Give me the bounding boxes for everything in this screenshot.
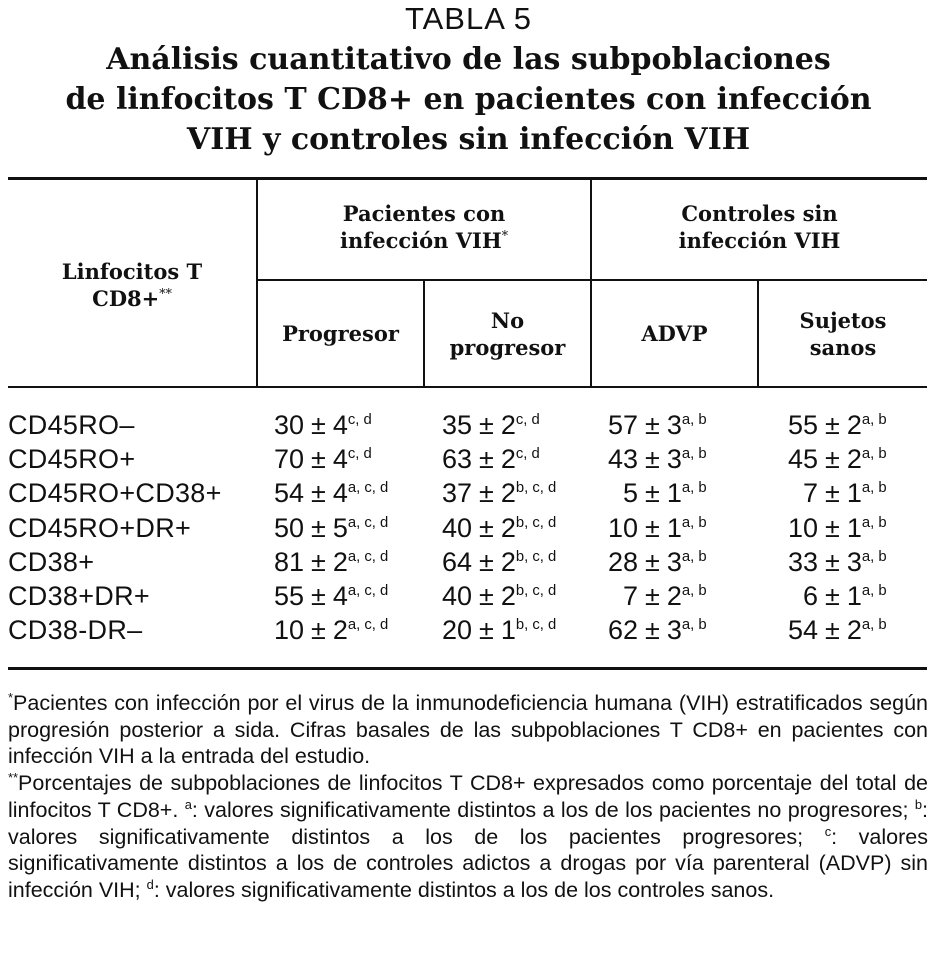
- plus-minus-sign: ±: [825, 512, 840, 543]
- double-star-mark: **: [159, 286, 172, 301]
- plus-minus-sign: ±: [825, 410, 840, 440]
- table-cell: [272, 511, 388, 545]
- cell-mean: 5: [622, 478, 638, 509]
- table-cell: [786, 442, 887, 476]
- row-header: [8, 258, 256, 312]
- table-cell: [606, 579, 707, 613]
- cell-significance: a, b: [861, 412, 887, 428]
- cell-significance: a, b: [681, 548, 707, 565]
- footnote-mark: **: [8, 769, 19, 785]
- plus-minus-sign: ±: [311, 615, 326, 646]
- plus-minus-sign: ±: [479, 410, 494, 440]
- cell-sd: 1: [846, 581, 862, 611]
- plus-minus-sign: ±: [645, 615, 660, 646]
- table-cell: [440, 476, 556, 510]
- table-cell: [440, 511, 556, 545]
- column-header-line: progresor: [449, 335, 566, 360]
- cell-significance: a, b: [861, 446, 887, 463]
- group-header-rule: [258, 279, 927, 281]
- plus-minus-sign: ±: [311, 581, 326, 611]
- footnote-text: Porcentajes de subpoblaciones de linfocitos T CD8+ expresados como porcentaje del total de linfocitos T CD8+.: [8, 771, 928, 822]
- plus-minus-sign: ±: [825, 581, 840, 611]
- row-header-line: Linfocitos T: [61, 259, 203, 284]
- cell-sd: 2: [500, 478, 516, 509]
- cell-sd: 1: [666, 512, 682, 543]
- group-header-line: [258, 227, 590, 254]
- cell-sd: 3: [666, 410, 682, 440]
- column-header-no-progresor: [425, 307, 590, 361]
- column-header-advp: [592, 320, 757, 347]
- footnote-text: : valores significativamente distintos a los de los pacientes progresores;: [8, 797, 928, 849]
- cell-significance: b, c, d: [515, 548, 557, 565]
- cell-mean: 64: [441, 546, 472, 577]
- cell-mean: 81: [273, 546, 304, 577]
- cell-mean: 70: [273, 444, 304, 475]
- plus-minus-sign: ±: [825, 546, 840, 577]
- column-header-progresor: [258, 320, 423, 347]
- table-cell: [786, 511, 887, 545]
- cell-sd: 2: [666, 581, 682, 611]
- group-header-line2: infección VIH: [339, 228, 502, 253]
- cell-mean: 10: [273, 615, 304, 646]
- table-cell: [440, 545, 556, 579]
- column-header-line: Progresor: [282, 321, 399, 346]
- cell-significance: b, c, d: [515, 514, 557, 531]
- cell-mean: 7: [802, 478, 818, 509]
- table-cell: [606, 545, 707, 579]
- table-bottom-rule: [8, 667, 927, 670]
- row-label: CD38+: [8, 546, 95, 577]
- cell-sd: 4: [332, 478, 348, 509]
- cell-mean: 55: [273, 581, 304, 611]
- cell-significance: a, c, d: [347, 617, 389, 634]
- cell-mean: 63: [441, 444, 472, 475]
- row-header-line: [8, 285, 256, 312]
- cell-sd: 2: [332, 615, 348, 646]
- cell-sd: 4: [332, 581, 348, 611]
- table-cell: [440, 442, 540, 476]
- cell-mean: 55: [787, 410, 818, 440]
- plus-minus-sign: ±: [479, 444, 494, 475]
- table-cell: [272, 613, 388, 647]
- cell-mean: 37: [441, 478, 472, 509]
- plus-minus-sign: ±: [645, 444, 660, 475]
- group-header-controls: [592, 200, 927, 254]
- row-label: CD45RO–: [8, 410, 135, 440]
- title-line: VIH y controles sin infección VIH: [186, 122, 751, 157]
- cell-significance: c, d: [515, 412, 540, 428]
- footnote-star: [8, 690, 928, 770]
- cell-significance: a, b: [681, 480, 707, 497]
- table-cell: [786, 476, 887, 510]
- plus-minus-sign: ±: [479, 581, 494, 611]
- cell-sd: 3: [846, 546, 862, 577]
- footnote-text: : valores significativamente distintos a los de controles adictos a drogas por vía parenteral (ADVP) sin infección VIH;: [8, 824, 928, 902]
- plus-minus-sign: ±: [311, 478, 326, 509]
- footnote-text: : valores significativamente distintos a los de los pacientes no progresores;: [191, 797, 909, 822]
- cell-mean: 40: [441, 581, 472, 611]
- footnote-text: : valores significativamente distintos a los de los controles sanos.: [153, 877, 775, 902]
- cell-significance: b, c, d: [515, 617, 557, 634]
- group-header-line: Controles sin: [681, 201, 838, 226]
- plus-minus-sign: ±: [311, 410, 326, 440]
- cell-mean: 43: [607, 444, 638, 475]
- footnote-mark: d: [146, 876, 154, 892]
- cell-significance: c, d: [347, 446, 372, 463]
- plus-minus-sign: ±: [645, 581, 660, 611]
- cell-mean: 40: [441, 512, 472, 543]
- cell-sd: 2: [500, 546, 516, 577]
- cell-mean: 50: [273, 512, 304, 543]
- cell-sd: 1: [500, 615, 516, 646]
- cell-mean: 54: [273, 478, 304, 509]
- table-cell: [272, 545, 388, 579]
- group-header-line: Pacientes con: [342, 201, 506, 226]
- table-cell: [606, 442, 707, 476]
- cell-sd: 2: [846, 410, 862, 440]
- cell-significance: a, b: [681, 617, 707, 634]
- table-footnotes: [8, 690, 928, 904]
- cell-sd: 2: [500, 581, 516, 611]
- table-cell: [786, 613, 887, 647]
- row-label: CD38-DR–: [8, 615, 143, 646]
- table-cell: [606, 476, 707, 510]
- cell-significance: a, b: [861, 548, 887, 565]
- cell-significance: a, b: [681, 583, 707, 599]
- row-label: CD45RO+: [8, 444, 136, 475]
- column-header-line: sanos: [809, 335, 877, 360]
- cell-mean: 28: [607, 546, 638, 577]
- footnote-text: Pacientes con infección por el virus de la inmunodeficiencia humana (VIH) estratificados según progresión posterior a sida. Cifras basales de las subpoblaciones T CD8+ en pacientes con infección VIH a la entrada del estudio.: [8, 691, 928, 769]
- cell-sd: 4: [332, 444, 348, 475]
- cell-mean: 35: [441, 410, 472, 440]
- cell-sd: 1: [666, 478, 682, 509]
- column-header-sujetos-sanos: [759, 307, 927, 361]
- footnote-mark: *: [8, 689, 14, 705]
- cell-sd: 2: [500, 444, 516, 475]
- footnote-mark: b: [914, 796, 923, 812]
- table-title: [0, 40, 937, 160]
- title-line: Análisis cuantitativo de las subpoblaciones: [106, 42, 831, 77]
- column-header-line: Sujetos: [799, 308, 887, 333]
- cell-significance: a, b: [681, 446, 707, 463]
- row-header-line2: CD8+: [92, 286, 160, 311]
- cell-mean: 30: [273, 410, 304, 440]
- table-top-rule: [8, 177, 927, 180]
- plus-minus-sign: ±: [825, 478, 840, 509]
- plus-minus-sign: ±: [645, 546, 660, 577]
- plus-minus-sign: ±: [645, 512, 660, 543]
- group-header-line: infección VIH: [678, 228, 841, 253]
- plus-minus-sign: ±: [645, 478, 660, 509]
- table-cell: [272, 442, 372, 476]
- cell-mean: 57: [607, 410, 638, 440]
- cell-sd: 2: [500, 410, 516, 440]
- column-header-line: ADVP: [641, 321, 708, 346]
- plus-minus-sign: ±: [479, 478, 494, 509]
- table-cell: [786, 408, 887, 442]
- cell-mean: 62: [607, 615, 638, 646]
- plus-minus-sign: ±: [479, 615, 494, 646]
- cell-significance: a, b: [861, 617, 887, 634]
- plus-minus-sign: ±: [311, 512, 326, 543]
- cell-significance: a, b: [861, 480, 887, 497]
- cell-significance: b, c, d: [515, 480, 557, 497]
- table-number: TABLA 5: [404, 1, 533, 36]
- cell-sd: 1: [846, 512, 862, 543]
- cell-significance: a, c, d: [347, 480, 389, 497]
- cell-sd: 2: [846, 444, 862, 475]
- cell-sd: 1: [846, 478, 862, 509]
- footnote-double-star: [8, 770, 928, 904]
- cell-mean: 10: [787, 512, 818, 543]
- cell-significance: a, b: [681, 514, 707, 531]
- table-cell: [606, 408, 707, 442]
- header-bottom-rule: [8, 386, 927, 388]
- cell-mean: 10: [607, 512, 638, 543]
- cell-sd: 3: [666, 615, 682, 646]
- table-cell: [606, 613, 707, 647]
- table-cell: [440, 613, 556, 647]
- cell-sd: 3: [666, 546, 682, 577]
- cell-mean: 20: [441, 615, 472, 646]
- cell-significance: b, c, d: [515, 583, 557, 599]
- cell-significance: c, d: [515, 446, 540, 463]
- group-header-patients: [258, 200, 590, 254]
- cell-significance: a, c, d: [347, 514, 389, 531]
- cell-significance: c, d: [347, 412, 372, 428]
- cell-significance: a, b: [861, 583, 887, 599]
- cell-significance: a, c, d: [347, 548, 389, 565]
- title-line: de linfocitos T CD8+ en pacientes con infección: [65, 82, 872, 117]
- cell-sd: 2: [332, 546, 348, 577]
- cell-sd: 4: [332, 410, 348, 440]
- table-cell: [440, 579, 556, 613]
- cell-significance: a, b: [861, 514, 887, 531]
- footnote-mark: a: [184, 796, 192, 812]
- column-header-line: No: [490, 308, 525, 333]
- plus-minus-sign: ±: [479, 546, 494, 577]
- table-cell: [272, 579, 388, 613]
- table-cell: [786, 579, 887, 613]
- table-cell: [606, 511, 707, 545]
- cell-sd: 3: [666, 444, 682, 475]
- table-cell: [272, 476, 388, 510]
- plus-minus-sign: ±: [825, 615, 840, 646]
- cell-significance: a, b: [681, 412, 707, 428]
- table-cell: [440, 408, 540, 442]
- star-mark: *: [501, 228, 509, 243]
- row-label: CD38+DR+: [8, 581, 150, 611]
- plus-minus-sign: ±: [479, 512, 494, 543]
- plus-minus-sign: ±: [311, 546, 326, 577]
- footnote-mark: c: [824, 823, 832, 839]
- table-cell: [272, 408, 372, 442]
- cell-mean: 33: [787, 546, 818, 577]
- cell-mean: 7: [622, 581, 638, 611]
- cell-sd: 2: [500, 512, 516, 543]
- plus-minus-sign: ±: [311, 444, 326, 475]
- cell-mean: 54: [787, 615, 818, 646]
- row-label: CD45RO+CD38+: [8, 478, 222, 509]
- cell-sd: 2: [846, 615, 862, 646]
- plus-minus-sign: ±: [645, 410, 660, 440]
- cell-mean: 6: [802, 581, 818, 611]
- table-cell: [786, 545, 887, 579]
- cell-significance: a, c, d: [347, 583, 389, 599]
- row-label: CD45RO+DR+: [8, 512, 192, 543]
- plus-minus-sign: ±: [825, 444, 840, 475]
- cell-mean: 45: [787, 444, 818, 475]
- cell-sd: 5: [332, 512, 348, 543]
